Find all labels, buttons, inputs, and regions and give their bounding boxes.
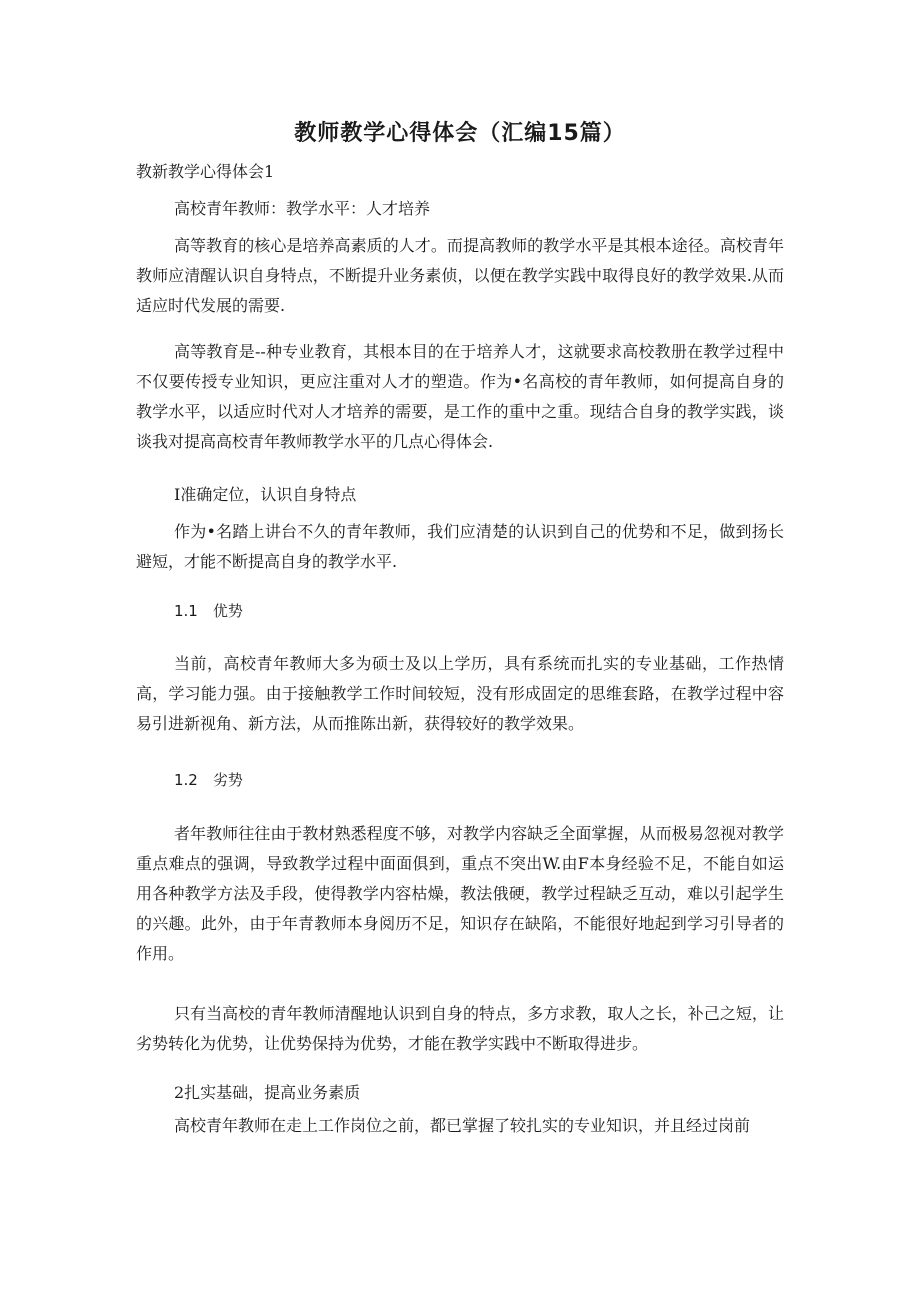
paragraph-intro-1: 高等教育的核心是培养高素质的人才。而提高教师的教学水平是其根本途径。高校青年教师应清醒认识自身特点，不断提升业务素侦，以便在教学实践中取得良好的教学效果.从而适应时代发展的需要. <box>136 236 784 315</box>
paragraph-foundation: 高校青年教师在走上工作岗位之前，都已掌握了较扎实的专业知识，并且经过岗前 <box>174 1116 751 1135</box>
heading-1-1: 1.1 优势 <box>174 602 243 620</box>
heading-1: I准确定位，认识自身特点 <box>174 485 357 504</box>
paragraph-intro-2: 高等教育是--种专业教育，其根本目的在于培养人才，这就要求高校教册在教学过程中不仅要传授专业知识，更应注重对人才的塑造。作为•名高校的青年教师，如何提高自身的教学水平，以适应时代对人才培养的需要，是工作的重中之重。现结合自身的教学实践，谈谈我对提高高校青年教师教学水平的几点心得体会. <box>136 342 784 451</box>
paragraph-advantages: 当前，高校青年教师大多为硕士及以上学历，具有系统而扎实的专业基础，工作热情高，学习能力强。由于接触教学工作时间较短，没有形成固定的思维套路，在教学过程中容易引进新视角、新方法，从而推陈出新，获得较好的教学效果。 <box>136 654 784 733</box>
heading-2: 2扎实基础，提高业务素质 <box>174 1083 361 1102</box>
paragraph-positioning: 作为•名踏上讲台不久的青年教师，我们应清楚的认识到自己的优势和不足，做到扬长避短，才能不断提高自身的教学水平. <box>136 522 784 571</box>
paragraph-disadvantages: 者年教师往往由于教材熟悉程度不够，对教学内容缺乏全面掌握，从而极易忽视对教学重点难点的强调，导致教学过程中面面俱到，重点不突出W.由F本身经验不足，不能自如运用各种教学方法及手段，使得教学内容枯燥，教法俄硬，教学过程缺乏互动，难以引起学生的兴趣。此外，由于年青教师本身阅历不足，知识存在缺陷，不能很好地起到学习引导者的作用。 <box>136 824 784 963</box>
document-title: 教师教学心得体会（汇编15篇） <box>294 121 626 146</box>
keywords-line: 高校青年教师：教学水平：人才培养 <box>174 199 431 218</box>
section-heading: 教新教学心得体会1 <box>136 162 275 181</box>
heading-1-2: 1.2 劣势 <box>174 771 243 789</box>
paragraph-conclusion: 只有当高校的青年教师清醒地认识到自身的特点，多方求教，取人之长，补己之短，让劣势转化为优势，让优势保持为优势，才能在教学实践中不断取得进步。 <box>136 1004 784 1053</box>
